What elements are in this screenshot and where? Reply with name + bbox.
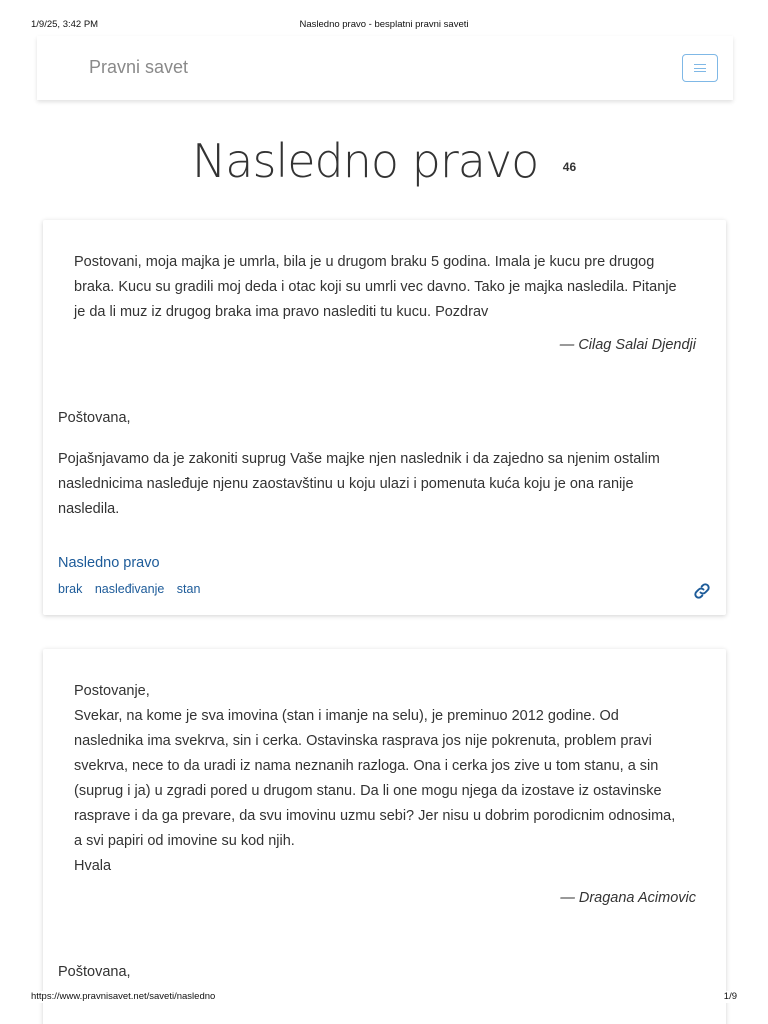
category-link[interactable]: Nasledno pravo	[58, 555, 160, 571]
post-count-badge: 46	[562, 159, 577, 174]
print-footer	[31, 991, 737, 1003]
navbar	[37, 36, 733, 100]
question-author: — Cilag Salai Djendji	[559, 337, 696, 353]
question-line: (suprug i ja) u zgradi pored u drugom stanu. Da li one mogu njega da izostave iz ostavinske	[74, 783, 662, 799]
tag-link-brak[interactable]: brak	[58, 582, 83, 596]
question-line: naslednika ima svekrva, sin i cerka. Ostavinska rasprava jos nije pokrenuta, problem pravi	[74, 733, 652, 749]
brand-link[interactable]: Pravni savet	[89, 57, 189, 77]
print-header	[31, 19, 737, 33]
question-line: braka. Kucu su gradili moj deda i otac koji su umrli vec davno. Tako je majka nasledila. Pitanje	[74, 279, 677, 295]
question-author: — Dragana Acimovic	[560, 890, 696, 906]
tag-list	[58, 582, 209, 596]
navbar-toggle-button[interactable]	[682, 54, 718, 82]
page-title: Nasledno pravo	[191, 134, 539, 188]
hamburger-menu-icon	[694, 64, 706, 72]
question-line: svekrva, nece to da uradi iz nama neznanih razloga. Ona i cerka jos zive u tom stanu, a sin	[74, 758, 659, 774]
tag-link-stan[interactable]: stan	[176, 582, 201, 596]
print-datetime: 1/9/25, 3:42 PM	[31, 19, 99, 30]
tag-link-nasledjivanje[interactable]: nasleđivanje	[94, 582, 165, 596]
answer-line: naslednicima nasleđuje njenu zaostavštinu u koju ulazi i pomenuta kuća koju je ona ranije	[58, 476, 634, 492]
permalink-icon[interactable]	[693, 582, 711, 600]
question-line: Svekar, na kome je sva imovina (stan i imanje na selu), je preminuo 2012 godine. Od	[74, 708, 619, 724]
post-card	[43, 649, 726, 1024]
print-page-number: 1/9	[723, 991, 737, 1002]
answer-line: Pojašnjavamo da je zakoniti suprug Vaše majke njen naslednik i da zajedno sa njenim ostalim	[58, 451, 660, 467]
page-header	[0, 134, 768, 188]
question-text	[74, 250, 696, 325]
print-document-title: Nasledno pravo - besplatni pravni saveti	[299, 19, 469, 30]
answer-greeting: Poštovana,	[58, 410, 131, 426]
print-url: https://www.pravnisavet.net/saveti/nasledno	[31, 991, 216, 1002]
answer-text	[58, 447, 696, 522]
question-line: Hvala	[74, 858, 112, 874]
question-line: Postovanje,	[74, 683, 150, 699]
question-line: rasprave i da ga prevare, da svu imovinu uzmu sebi? Jer nisu u dobrim porodicnim odnosima,	[74, 808, 676, 824]
post-card	[43, 220, 726, 615]
question-text	[74, 679, 696, 879]
answer-line: nasledila.	[58, 501, 120, 517]
question-line: je da li muz iz drugog braka ima pravo naslediti tu kucu. Pozdrav	[74, 304, 489, 320]
question-line: Postovani, moja majka je umrla, bila je u drugom braku 5 godina. Imala je kucu pre drugog	[74, 254, 655, 270]
question-line: a svi papiri od imovine su kod njih.	[74, 833, 295, 849]
answer-greeting: Poštovana,	[58, 964, 131, 980]
